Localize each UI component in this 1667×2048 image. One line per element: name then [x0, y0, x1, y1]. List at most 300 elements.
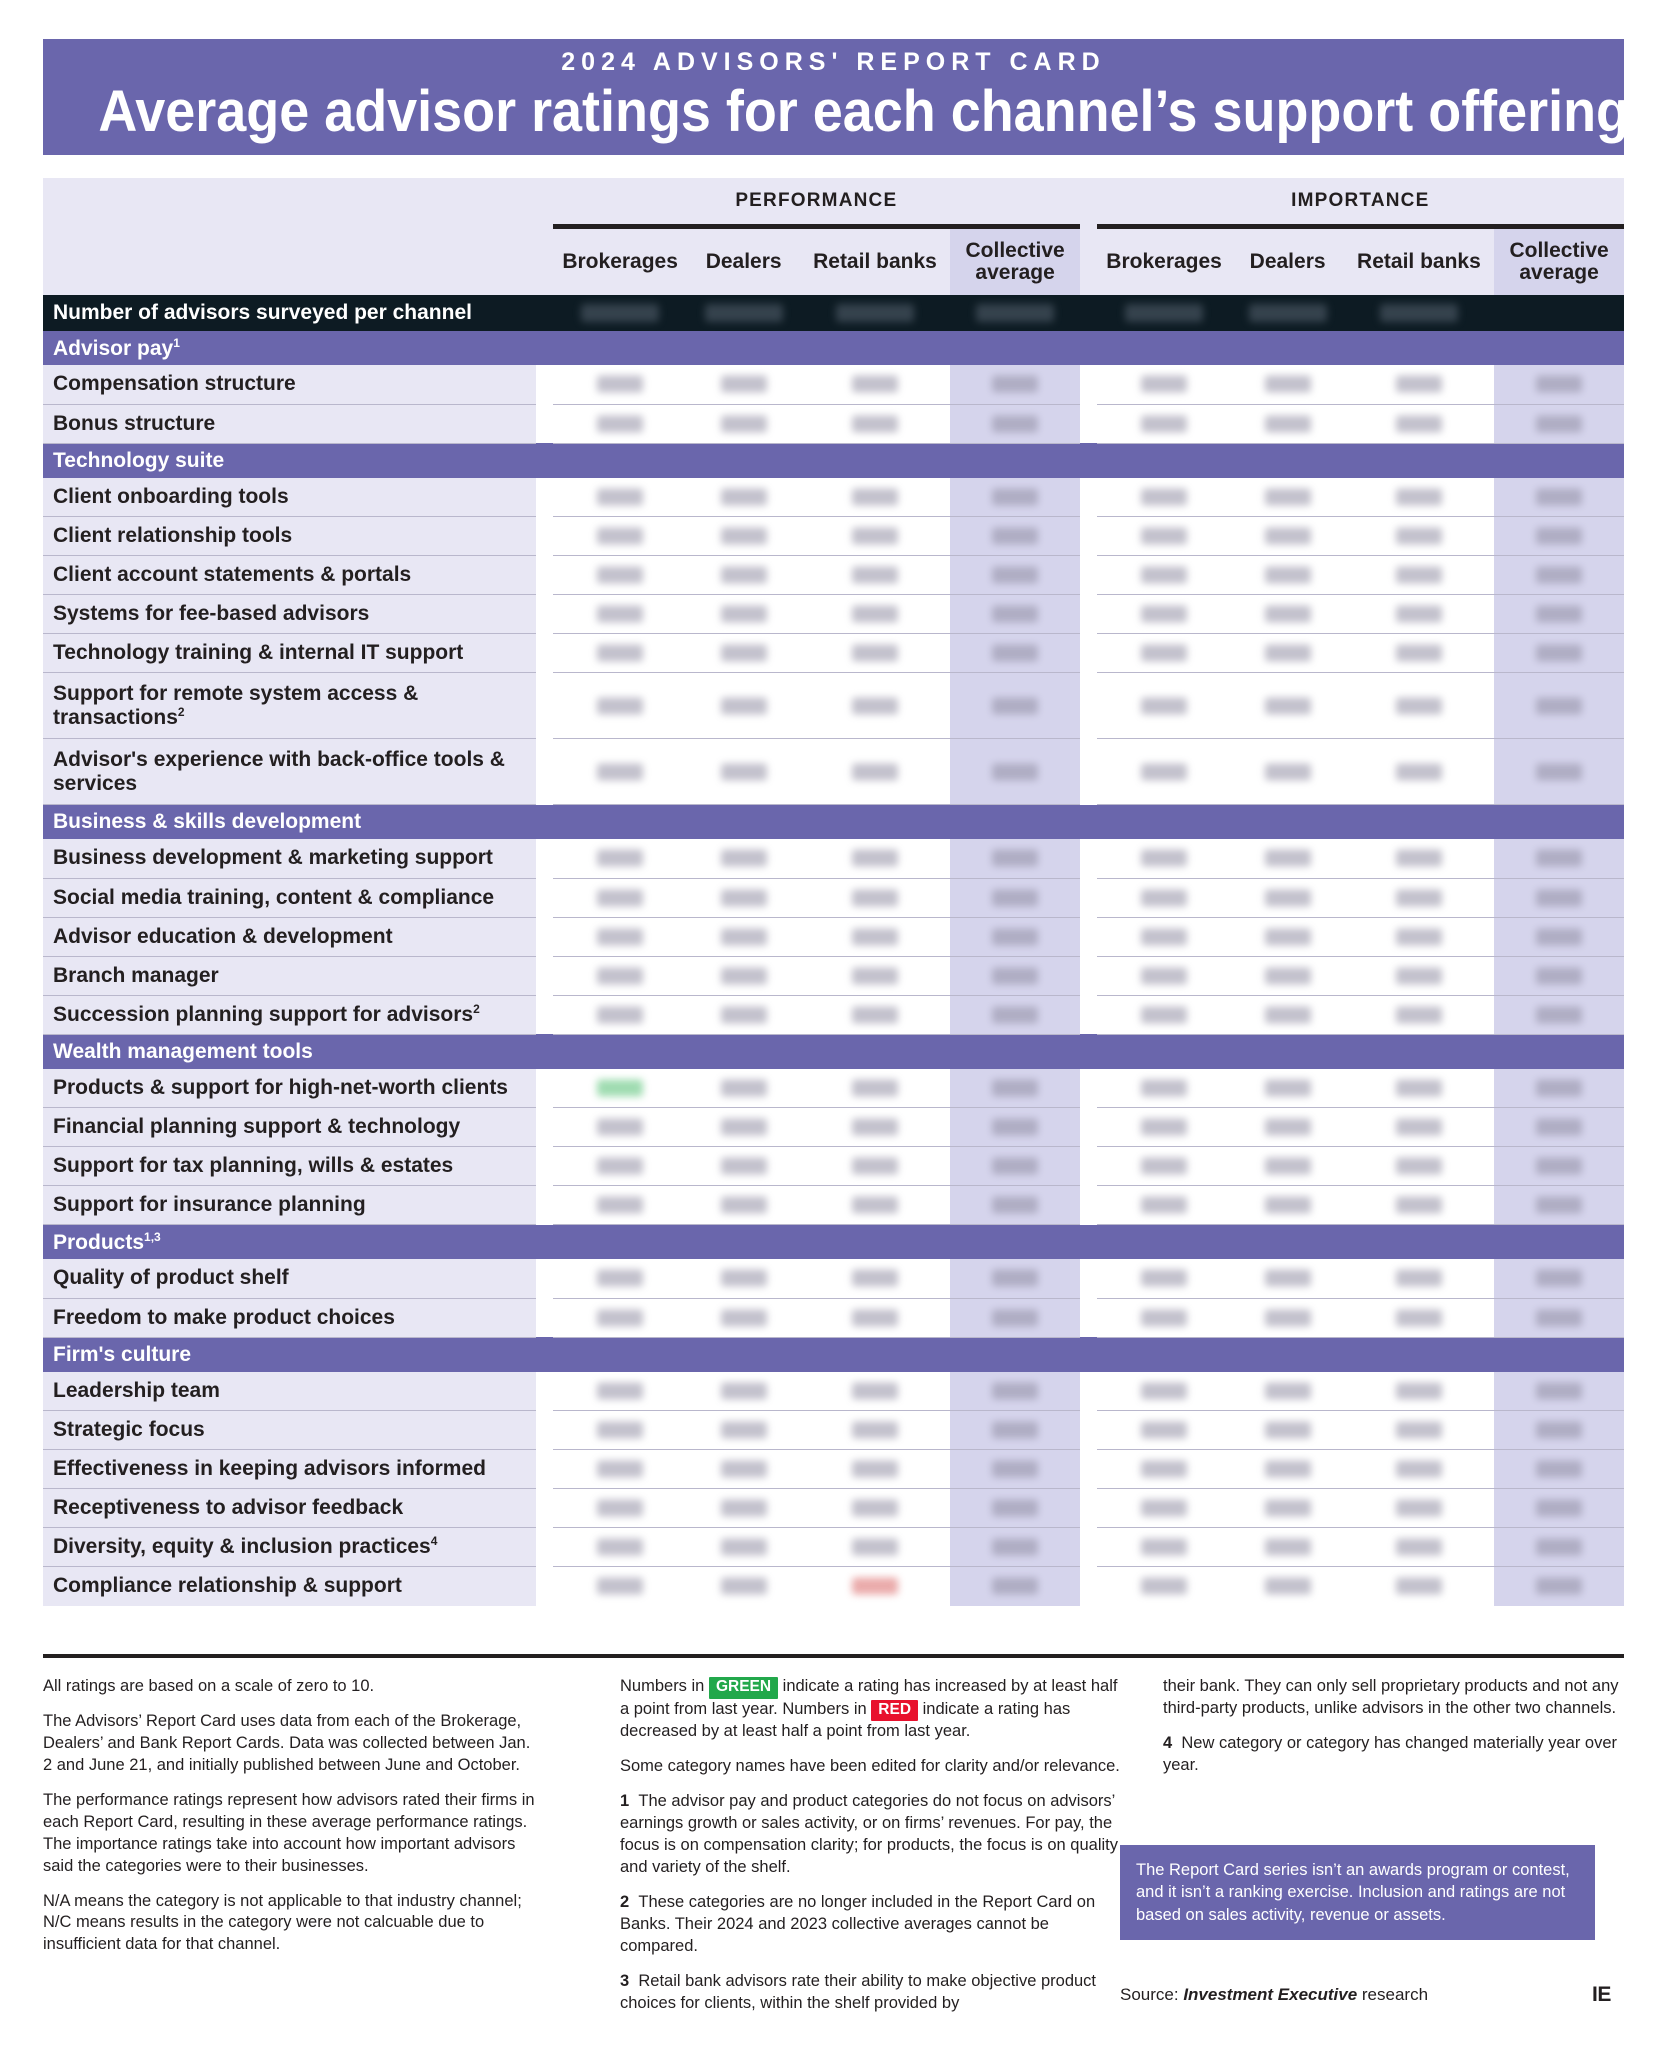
rating-cell — [800, 1528, 951, 1567]
rating-cell — [800, 1147, 951, 1186]
rating-cell — [800, 1069, 951, 1108]
footnote-column-1 — [43, 1676, 541, 1969]
gap-cell — [1080, 739, 1097, 805]
rating-cell — [1494, 1108, 1624, 1147]
note-sources: The Advisors’ Report Card uses data from each of the Brokerage, Dealers’ and Bank Report Cards. Data was collected between Jan. 2 and June 21, and initially published between June and October. — [43, 1711, 531, 1774]
row-label: Products & support for high-net-worth clients — [43, 1069, 536, 1108]
rating-cell — [1097, 404, 1232, 443]
rating-cell — [1344, 1069, 1495, 1108]
source-line — [1120, 1985, 1428, 2005]
row-label: Advisor's experience with back-office tools & services — [43, 739, 536, 805]
rating-cell — [800, 595, 951, 634]
rating-cell — [800, 995, 951, 1034]
rating-cell — [1494, 556, 1624, 595]
gap-cell — [1080, 1259, 1097, 1298]
survey-count-cell — [950, 295, 1080, 331]
rating-cell — [688, 1298, 800, 1337]
rating-cell — [1232, 1528, 1344, 1567]
row-label: Branch manager — [43, 956, 536, 995]
rating-cell — [1494, 673, 1624, 739]
section-header-row — [43, 1337, 1624, 1372]
rating-cell — [950, 878, 1080, 917]
gap-cell — [536, 1411, 553, 1450]
survey-count-row — [43, 295, 1624, 331]
rating-cell — [553, 995, 688, 1034]
rating-cell — [688, 1259, 800, 1298]
rating-cell — [950, 1567, 1080, 1606]
rating-cell — [950, 995, 1080, 1034]
gap-cell — [1080, 556, 1097, 595]
survey-count-cell — [1344, 295, 1495, 331]
rating-cell — [1232, 878, 1344, 917]
row-label: Business development & marketing support — [43, 839, 536, 878]
section-header-fill — [553, 1034, 1080, 1069]
rating-cell — [800, 673, 951, 739]
rating-cell — [950, 478, 1080, 517]
source-suffix: research — [1357, 1985, 1429, 2004]
gap-cell — [536, 1372, 553, 1411]
legend-part3: indicate a rating has decreased by at least half a point from last year. — [620, 1699, 1071, 1741]
page-title: Average advisor ratings for each channel’s support offerings — [98, 78, 1659, 144]
rating-cell — [688, 673, 800, 739]
rating-cell — [1344, 1567, 1495, 1606]
rating-cell — [1097, 917, 1232, 956]
table-row — [43, 1259, 1624, 1298]
gap-cell — [536, 805, 553, 840]
table-row — [43, 1489, 1624, 1528]
gap-cell — [1080, 1567, 1097, 1606]
rating-cell — [1232, 517, 1344, 556]
footnote-2-text: These categories are no longer included in the Report Card on Banks. Their 2024 and 2023 collective averages cannot be compared. — [620, 1892, 1096, 1955]
table-bottom-rule — [43, 1654, 1624, 1658]
gap-cell — [1080, 1225, 1097, 1260]
gap-cell — [1080, 1108, 1097, 1147]
rating-cell — [1344, 1147, 1495, 1186]
rating-cell — [1494, 595, 1624, 634]
row-label: Leadership team — [43, 1372, 536, 1411]
rating-cell — [800, 517, 951, 556]
rating-cell — [688, 1567, 800, 1606]
gap-cell — [536, 1259, 553, 1298]
section-header-fill — [553, 443, 1080, 478]
rating-cell — [688, 1450, 800, 1489]
rating-cell — [1494, 1411, 1624, 1450]
row-label: Social media training, content & compliance — [43, 878, 536, 917]
gap-cell — [1080, 673, 1097, 739]
header-banner — [43, 39, 1659, 155]
rating-cell — [1232, 1298, 1344, 1337]
footnote-2 — [620, 1892, 1120, 1958]
rating-cell — [950, 956, 1080, 995]
rating-cell — [1344, 1450, 1495, 1489]
rating-cell — [1494, 739, 1624, 805]
rating-cell — [553, 1411, 688, 1450]
row-label: Support for remote system access & transactions$^2$ — [43, 673, 536, 739]
gap-cell — [536, 673, 553, 739]
rating-cell — [1097, 1411, 1232, 1450]
gap-cell — [536, 1298, 553, 1337]
row-label: Succession planning support for advisors$^2$ — [43, 995, 536, 1034]
rating-cell — [800, 634, 951, 673]
rating-cell — [553, 839, 688, 878]
rating-cell — [1494, 1069, 1624, 1108]
section-header-fill — [1097, 331, 1624, 365]
footnote-4 — [1163, 1733, 1638, 1777]
table-row — [43, 517, 1624, 556]
rating-cell — [1097, 595, 1232, 634]
rating-cell — [688, 878, 800, 917]
row-label: Systems for fee-based advisors — [43, 595, 536, 634]
rating-cell — [1097, 1108, 1232, 1147]
rating-cell — [688, 1069, 800, 1108]
rating-cell — [688, 595, 800, 634]
gap-cell — [1080, 1489, 1097, 1528]
survey-count-cell — [1097, 295, 1232, 331]
spacer-cell — [43, 229, 536, 295]
rating-cell — [800, 1450, 951, 1489]
rating-cell — [950, 839, 1080, 878]
rating-cell — [553, 956, 688, 995]
rating-cell — [800, 878, 951, 917]
rating-cell — [800, 478, 951, 517]
rating-cell — [1097, 673, 1232, 739]
col-imp-retail-banks: Retail banks — [1344, 229, 1495, 295]
gap-cell — [536, 956, 553, 995]
rating-cell — [800, 1411, 951, 1450]
rating-cell — [688, 404, 800, 443]
table-row — [43, 595, 1624, 634]
table-row — [43, 365, 1624, 404]
rating-cell — [1494, 478, 1624, 517]
rating-cell — [1344, 878, 1495, 917]
table-row — [43, 1069, 1624, 1108]
table-row — [43, 1298, 1624, 1337]
rating-cell — [553, 517, 688, 556]
rating-cell — [950, 1372, 1080, 1411]
gap-cell — [1080, 404, 1097, 443]
rating-cell — [1494, 1186, 1624, 1225]
rating-cell — [950, 1186, 1080, 1225]
gap-cell — [1080, 917, 1097, 956]
rating-cell — [1494, 995, 1624, 1034]
rating-cell — [800, 404, 951, 443]
gap-cell — [536, 1225, 553, 1260]
row-label: Client onboarding tools — [43, 478, 536, 517]
table-row — [43, 556, 1624, 595]
gap-cell — [536, 365, 553, 404]
section-title: Firm's culture — [43, 1337, 536, 1372]
footnote-1-text: The advisor pay and product categories do not focus on advisors’ earnings growth or sales activity, or on firms’ revenues. For pay, the focus is on compensation clarity; for products, the focus is on quality and variety of the shelf. — [620, 1792, 1118, 1876]
rating-cell — [1344, 1372, 1495, 1411]
rating-cell — [688, 1372, 800, 1411]
gap-cell — [536, 556, 553, 595]
rating-cell — [800, 1108, 951, 1147]
table-row — [43, 1186, 1624, 1225]
gap-cell — [536, 1337, 553, 1372]
note-methodology: The performance ratings represent how advisors rated their firms in each Report Card, resulting in these average performance ratings. The importance ratings take into account how important advisors said the categories were to their businesses. — [43, 1790, 535, 1875]
rating-cell — [1097, 1372, 1232, 1411]
rating-cell — [1344, 404, 1495, 443]
rating-cell — [1494, 1147, 1624, 1186]
gap-cell — [1080, 1186, 1097, 1225]
rating-cell — [1232, 839, 1344, 878]
rating-cell — [1232, 1567, 1344, 1606]
gap-cell — [1080, 805, 1097, 840]
note-scale: All ratings are based on a scale of zero to 10. — [43, 1677, 375, 1695]
rating-cell — [1494, 634, 1624, 673]
rating-cell — [1097, 556, 1232, 595]
table-row — [43, 478, 1624, 517]
gap-cell — [536, 331, 553, 365]
gap-cell — [536, 1147, 553, 1186]
rating-cell — [950, 739, 1080, 805]
gap-cell — [536, 839, 553, 878]
row-label: Client account statements & portals — [43, 556, 536, 595]
col-imp-dealers: Dealers — [1232, 229, 1344, 295]
footnote-4-number: 4 — [1163, 1733, 1173, 1752]
section-header-fill — [1097, 443, 1624, 478]
rating-cell — [1344, 478, 1495, 517]
rating-cell — [1097, 839, 1232, 878]
rating-cell — [1232, 1147, 1344, 1186]
section-header-fill — [553, 331, 1080, 365]
rating-cell — [950, 1147, 1080, 1186]
rating-cell — [553, 1298, 688, 1337]
row-label: Effectiveness in keeping advisors informed — [43, 1450, 536, 1489]
source-prefix: Source: — [1120, 1985, 1184, 2004]
table-body — [43, 331, 1624, 1606]
rating-cell — [950, 673, 1080, 739]
rating-cell — [553, 917, 688, 956]
rating-cell — [1344, 956, 1495, 995]
gap-cell — [1080, 443, 1097, 478]
rating-cell — [688, 739, 800, 805]
section-title: Technology suite — [43, 443, 536, 478]
rating-cell — [553, 1069, 688, 1108]
gap-cell — [536, 1186, 553, 1225]
gap-cell — [536, 1528, 553, 1567]
rating-cell — [1344, 1259, 1495, 1298]
survey-count-cell — [553, 295, 688, 331]
rating-cell — [688, 1108, 800, 1147]
table-row — [43, 634, 1624, 673]
rating-cell — [1097, 995, 1232, 1034]
gap-cell — [536, 517, 553, 556]
gap-cell — [1080, 956, 1097, 995]
section-header-row — [43, 1034, 1624, 1069]
gap-cell — [1080, 839, 1097, 878]
rating-cell — [1344, 917, 1495, 956]
rating-cell — [1344, 995, 1495, 1034]
rating-cell — [1097, 517, 1232, 556]
gap-cell — [536, 1108, 553, 1147]
rating-cell — [688, 839, 800, 878]
row-label: Bonus structure — [43, 404, 536, 443]
rating-cell — [800, 1259, 951, 1298]
rating-cell — [688, 1528, 800, 1567]
footnote-column-3 — [1163, 1676, 1638, 1790]
rating-cell — [688, 556, 800, 595]
table-row — [43, 1372, 1624, 1411]
rating-cell — [1494, 1450, 1624, 1489]
gap-cell — [536, 995, 553, 1034]
gap-cell — [536, 178, 553, 224]
rating-cell — [553, 739, 688, 805]
rating-cell — [1344, 1528, 1495, 1567]
survey-count-label: Number of advisors surveyed per channel — [43, 295, 536, 331]
gap-cell — [536, 634, 553, 673]
rating-cell — [1097, 634, 1232, 673]
table-row — [43, 956, 1624, 995]
rating-cell — [1344, 1186, 1495, 1225]
rating-cell — [1232, 556, 1344, 595]
group-header-row — [43, 178, 1624, 224]
gap-cell — [536, 229, 553, 295]
rating-cell — [1097, 878, 1232, 917]
rating-cell — [1494, 956, 1624, 995]
rating-cell — [553, 878, 688, 917]
green-chip: GREEN — [709, 1677, 778, 1699]
gap-cell — [536, 1069, 553, 1108]
rating-cell — [553, 365, 688, 404]
rating-cell — [1232, 917, 1344, 956]
table-row — [43, 1411, 1624, 1450]
rating-cell — [553, 634, 688, 673]
rating-cell — [950, 404, 1080, 443]
rating-cell — [1232, 1489, 1344, 1528]
note-legend — [620, 1676, 1120, 1743]
gap-cell — [1080, 365, 1097, 404]
rating-cell — [688, 917, 800, 956]
rating-cell — [950, 365, 1080, 404]
rating-cell — [950, 1528, 1080, 1567]
rating-cell — [1232, 1259, 1344, 1298]
rating-cell — [800, 839, 951, 878]
row-label: Technology training & internal IT support — [43, 634, 536, 673]
rating-cell — [950, 595, 1080, 634]
rating-cell — [688, 634, 800, 673]
rating-cell — [1097, 1259, 1232, 1298]
rating-cell — [950, 1298, 1080, 1337]
section-header-row — [43, 805, 1624, 840]
rating-cell — [553, 1372, 688, 1411]
rating-cell — [1344, 1298, 1495, 1337]
rating-cell — [553, 595, 688, 634]
rating-cell — [1232, 478, 1344, 517]
table-row — [43, 404, 1624, 443]
table-row — [43, 1108, 1624, 1147]
rating-cell — [688, 1411, 800, 1450]
gap-cell — [536, 295, 553, 331]
rating-cell — [950, 1489, 1080, 1528]
table-row — [43, 739, 1624, 805]
table-row — [43, 1528, 1624, 1567]
footnote-3-number: 3 — [620, 1971, 630, 1990]
rating-cell — [688, 517, 800, 556]
legend-part2: indicate a rating has increased by at least half a point from last year. Numbers in — [620, 1677, 1118, 1718]
rating-cell — [800, 956, 951, 995]
rating-cell — [1344, 739, 1495, 805]
rating-cell — [1494, 1298, 1624, 1337]
table-row — [43, 1567, 1624, 1606]
rating-cell — [950, 1411, 1080, 1450]
footnote-column-2 — [620, 1676, 1120, 2028]
gap-cell — [1080, 634, 1097, 673]
legend-part1: Numbers in — [620, 1677, 709, 1695]
rating-cell — [1494, 1528, 1624, 1567]
footnote-1-number: 1 — [620, 1792, 630, 1811]
ie-logo: IE — [1592, 1983, 1611, 2006]
disclaimer-callout: The Report Card series isn’t an awards program or contest, and it isn’t a ranking exercise. Inclusion and ratings are not based on sales activity, revenue or assets. — [1120, 1845, 1595, 1940]
rating-cell — [800, 1298, 951, 1337]
gap-cell — [536, 1034, 553, 1069]
footnote-3 — [620, 1971, 1120, 2015]
gap-cell — [1080, 1069, 1097, 1108]
rating-cell — [553, 1186, 688, 1225]
rating-cell — [688, 1489, 800, 1528]
source-publication: Investment Executive — [1183, 1985, 1358, 2004]
gap-cell — [1080, 1147, 1097, 1186]
footnote-1 — [620, 1791, 1120, 1879]
rating-cell — [553, 478, 688, 517]
section-header-fill — [553, 1225, 1080, 1260]
section-header-fill — [1097, 1034, 1624, 1069]
rating-cell — [553, 404, 688, 443]
gap-cell — [1080, 595, 1097, 634]
rating-cell — [1344, 1489, 1495, 1528]
section-header-fill — [1097, 1225, 1624, 1260]
col-perf-retail-banks: Retail banks — [800, 229, 951, 295]
rating-cell — [950, 917, 1080, 956]
rating-cell — [553, 673, 688, 739]
rating-cell — [1232, 739, 1344, 805]
rating-cell — [1232, 634, 1344, 673]
rating-cell — [1494, 878, 1624, 917]
section-title: Business & skills development — [43, 805, 536, 840]
rating-cell — [1494, 839, 1624, 878]
col-perf-dealers: Dealers — [688, 229, 800, 295]
row-label: Client relationship tools — [43, 517, 536, 556]
rating-cell — [800, 1186, 951, 1225]
row-label: Financial planning support & technology — [43, 1108, 536, 1147]
rating-cell — [553, 1147, 688, 1186]
rating-cell — [1344, 365, 1495, 404]
footnote-2-number: 2 — [620, 1892, 630, 1911]
section-header-fill — [553, 1337, 1080, 1372]
section-header-row — [43, 1225, 1624, 1260]
spacer-cell — [43, 178, 536, 224]
rating-cell — [1232, 1372, 1344, 1411]
rating-cell — [1494, 517, 1624, 556]
rating-cell — [1344, 634, 1495, 673]
gap-cell — [536, 478, 553, 517]
rating-cell — [1494, 404, 1624, 443]
gap-cell — [1080, 229, 1097, 295]
gap-cell — [1080, 995, 1097, 1034]
survey-count-cell — [1232, 295, 1344, 331]
section-header-fill — [1097, 1337, 1624, 1372]
gap-cell — [536, 739, 553, 805]
rating-cell — [950, 1108, 1080, 1147]
table-row — [43, 673, 1624, 739]
rating-cell — [800, 1567, 951, 1606]
gap-cell — [1080, 331, 1097, 365]
row-label: Diversity, equity & inclusion practices$^4$ — [43, 1528, 536, 1567]
gap-cell — [1080, 1450, 1097, 1489]
row-label: Strategic focus — [43, 1411, 536, 1450]
rating-cell — [1232, 673, 1344, 739]
rating-cell — [553, 1450, 688, 1489]
